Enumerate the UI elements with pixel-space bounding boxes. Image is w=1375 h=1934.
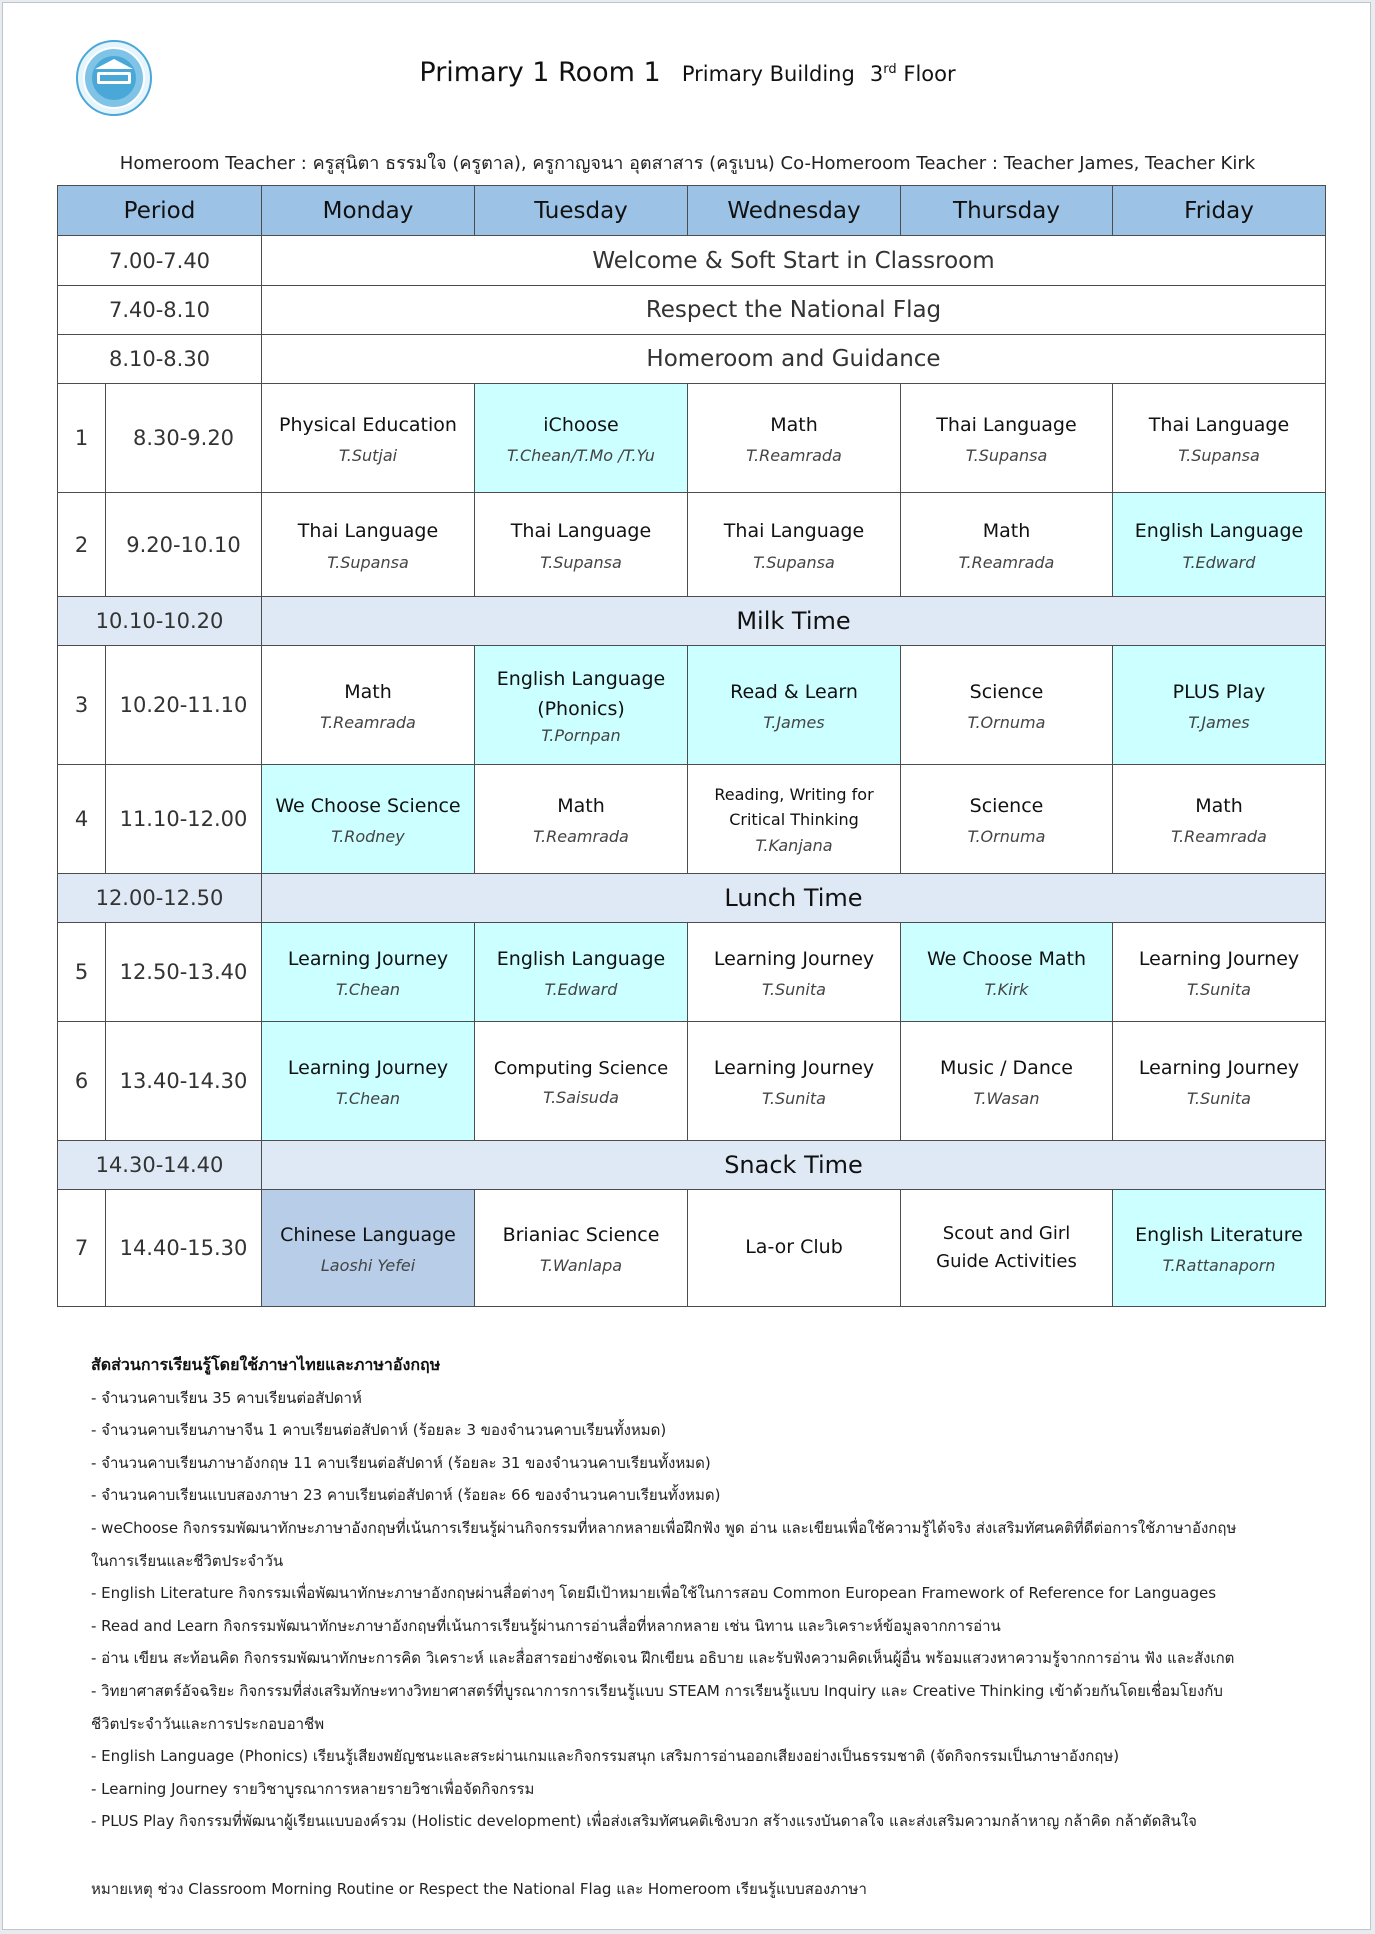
time-cell: 11.10-12.00 [106,765,262,874]
class-cell [901,646,1113,765]
subject: Learning Journey [713,947,875,970]
note-line: - อ่าน เขียน สะท้อนคิด กิจกรรมพัฒนาทักษะการคิด วิเคราะห์ และสื่อสารอย่างชัดเจน ฝึกเขียน อธิบาย และรับฟังความคิดเห็นผู้อื่น พร้อมแสวงหาความรู้จากการอ่าน ฟัง และสังเกต [91,1649,1235,1668]
period-row [58,1190,1326,1307]
subject: Math [344,680,392,703]
teacher: Laoshi Yefei [320,1256,416,1276]
teacher: T.Chean/T.Mo /T.Yu [507,446,655,466]
class-cell [475,765,688,874]
teacher: T.Kanjana [755,836,833,856]
class-cell [1113,1190,1326,1307]
class-cell [1113,646,1326,765]
break-label: Snack Time [262,1141,1326,1190]
class-cell [475,923,688,1022]
period-header: Period [58,186,262,236]
teacher: T.Supansa [965,446,1048,466]
time-cell: 10.10-10.20 [58,597,262,646]
class-cell [475,1022,688,1141]
homeroom-teachers: Homeroom Teacher : ครูสุนิตา ธรรมใจ (ครูตาล), ครูกาญจนา อุตสาสาร (ครูเบน) Co-Homeroom Teacher : Teacher James, Teacher Kirk [119,153,1256,174]
class-cell [262,384,475,493]
teacher: T.Pornpan [541,725,621,745]
period-row [58,646,1326,765]
subject-line-2: Guide Activities [936,1251,1077,1272]
subject: Reading, Writing for [714,784,874,804]
subject-line-2: Critical Thinking [729,809,859,829]
teacher: T.Rattanaporn [1162,1256,1276,1276]
day-header-tuesday: Tuesday [475,186,688,236]
subject: Math [557,794,605,817]
time-cell: 12.00-12.50 [58,874,262,923]
teacher: T.James [1188,713,1250,733]
floor-ordinal: rd [883,62,897,77]
teacher: T.Reamrada [958,552,1055,572]
subject: Scout and Girl [942,1223,1071,1245]
break-label: Milk Time [262,597,1326,646]
period-row [58,1022,1326,1141]
class-cell [901,1022,1113,1141]
subject: Read & Learn [730,680,858,703]
subject: Math [1195,794,1243,817]
subject: iChoose [543,413,619,436]
teacher: T.Reamrada [320,713,416,733]
class-cell [688,1022,901,1141]
teacher: T.Chean [335,1089,401,1109]
teacher: T.Sunita [762,1089,826,1109]
time-cell: 9.20-10.10 [106,493,262,597]
header-row [58,186,1326,236]
remark-note: หมายเหตุ ช่วง Classroom Morning Routine or Respect the National Flag และ Homeroom เรียนรู้แบบสองภาษา [91,1880,867,1898]
break-label: Lunch Time [262,874,1326,923]
class-cell [1113,765,1326,874]
subject: Thai Language [936,413,1077,436]
time-cell: 14.40-15.30 [106,1190,262,1307]
class-cell [262,1190,475,1307]
class-cell [688,765,901,874]
subject: Learning Journey [1138,947,1300,970]
time-cell: 12.50-13.40 [106,923,262,1022]
subject: Learning Journey [713,1056,875,1079]
timetable-page [2,2,1371,1930]
class-cell [475,384,688,493]
class-cell [475,646,688,765]
note-line: - จำนวนคาบเรียนภาษาอังกฤษ 11 คาบเรียนต่อสัปดาห์ (ร้อยละ 31 ของจำนวนคาบเรียนทั้งหมด) [91,1453,711,1472]
subject: PLUS Play [1172,680,1266,703]
teacher: T.James [763,713,825,733]
class-cell [475,1190,688,1307]
period-number: 6 [58,1022,106,1141]
break-row [58,874,1326,923]
note-line: ชีวิตประจำวันและการประกอบอาชีพ [91,1714,325,1733]
period-number: 2 [58,493,106,597]
class-cell [1113,493,1326,597]
note-line: - English Literature กิจกรรมเพื่อพัฒนาทักษะภาษาอังกฤษผ่านสื่อต่างๆ โดยมีเป้าหมายเพื่อใช้ในการสอบ Common European Framework of Reference for Languages [91,1584,1217,1603]
class-cell [901,923,1113,1022]
class-cell [262,493,475,597]
subject: English Language [496,947,666,970]
teacher: T.Wasan [973,1089,1040,1109]
timetable [57,185,1326,1307]
period-row [58,765,1326,874]
class-cell [901,765,1113,874]
note-line: - จำนวนคาบเรียน 35 คาบเรียนต่อสัปดาห์ [91,1388,362,1407]
time-cell: 10.20-11.10 [106,646,262,765]
subject: Thai Language [723,520,865,543]
class-cell [262,646,475,765]
teacher: T.Reamrada [746,446,842,466]
floor-number: 3 [869,62,884,86]
subject: We Choose Science [275,794,461,817]
teacher: T.Sunita [1187,1089,1251,1109]
period-row [58,493,1326,597]
subject: English Language [496,668,666,691]
period-number: 1 [58,384,106,493]
subject: Brianiac Science [502,1223,660,1246]
subject: Thai Language [510,520,652,543]
period-row [58,923,1326,1022]
day-header-wednesday: Wednesday [688,186,901,236]
teacher: T.Supansa [327,552,409,572]
subject: Music / Dance [940,1056,1073,1079]
period-number: 3 [58,646,106,765]
teacher: T.Ornuma [967,827,1046,847]
subject: Math [982,520,1031,543]
note-line: - วิทยาศาสตร์อัจฉริยะ กิจกรรมที่ส่งเสริมทักษะทางวิทยาศาสตร์ที่บูรณาการการเรียนรู้แบบ STEAM การเรียนรู้แบบ Inquiry และ Creative Thinking เข้าด้วยกันโดยเชื่อมโยงกับ [91,1681,1223,1700]
class-cell [262,765,475,874]
subject: Science [969,794,1044,817]
break-row [58,1141,1326,1190]
subject: Learning Journey [287,1056,449,1079]
day-header-friday: Friday [1113,186,1326,236]
teacher: T.Kirk [984,980,1029,1000]
subject: Chinese Language [280,1223,456,1246]
period-number: 5 [58,923,106,1022]
learning-proportion-notes [91,1349,1291,1838]
teacher: T.Rodney [331,827,405,847]
class-cell [901,493,1113,597]
teacher: T.Sunita [1187,980,1251,1000]
time-cell: 14.30-14.40 [58,1141,262,1190]
note-line: - จำนวนคาบเรียนแบบสองภาษา 23 คาบเรียนต่อสัปดาห์ (ร้อยละ 66 ของจำนวนคาบเรียนทั้งหมด) [91,1486,721,1505]
class-cell [688,1190,901,1307]
activity-cell: Homeroom and Guidance [262,335,1326,384]
morning-row [58,286,1326,335]
note-line: - weChoose กิจกรรมพัฒนาทักษะภาษาอังกฤษที่เน้นการเรียนรู้ผ่านกิจกรรมที่หลากหลายเพื่อฝึกฟัง พูด อ่าน และเขียนเพื่อใช้ความรู้ได้จริง ส่งเสริมทัศนคติที่ดีต่อการใช้ภาษาอังกฤษ [91,1518,1237,1537]
note-line: - Read and Learn กิจกรรมพัฒนาทักษะภาษาอังกฤษที่เน้นการเรียนรู้ผ่านการอ่านสื่อที่หลากหลาย เช่น นิทาน และวิเคราะห์ข้อมูลจากการอ่าน [91,1616,1001,1635]
activity-cell: Respect the National Flag [262,286,1326,335]
building-label: Primary Building [681,62,855,86]
class-cell [1113,384,1326,493]
floor-label [870,62,956,86]
class-cell [1113,1022,1326,1141]
morning-row [58,335,1326,384]
class-cell [475,493,688,597]
morning-row [58,236,1326,286]
day-header-monday: Monday [262,186,475,236]
time-cell: 8.10-8.30 [58,335,262,384]
subject: Thai Language [297,520,439,543]
subject: Thai Language [1148,413,1290,436]
period-row [58,384,1326,493]
class-cell [688,384,901,493]
teacher: T.Reamrada [1171,827,1267,847]
teacher: T.Sutjai [338,446,398,466]
subject: La-or Club [745,1236,843,1259]
teacher: T.Supansa [753,552,835,572]
teacher: T.Supansa [540,552,622,572]
note-line: - PLUS Play กิจกรรมที่พัฒนาผู้เรียนแบบองค์รวม (Holistic development) เพื่อส่งเสริมทัศนคติเชิงบวก สร้างแรงบันดาลใจ และส่งเสริมความกล้าหาญ กล้าคิด กล้าตัดสินใจ [91,1812,1197,1831]
teacher: T.Supansa [1178,446,1260,466]
break-row [58,597,1326,646]
class-cell [262,923,475,1022]
note-line: - จำนวนคาบเรียนภาษาจีน 1 คาบเรียนต่อสัปดาห์ (ร้อยละ 3 ของจำนวนคาบเรียนทั้งหมด) [91,1421,667,1440]
teacher: T.Sunita [762,980,826,1000]
teacher: T.Saisuda [543,1088,619,1108]
day-header-thursday: Thursday [901,186,1113,236]
class-cell [688,493,901,597]
page-title [3,57,1371,88]
class-cell [688,923,901,1022]
note-line: - Learning Journey รายวิชาบูรณาการหลายรายวิชาเพื่อจัดกิจกรรม [91,1779,535,1798]
class-cell [901,384,1113,493]
subject: Math [770,413,818,436]
teacher: T.Wanlapa [539,1256,623,1276]
floor-word: Floor [903,62,956,86]
note-line: ในการเรียนและชีวิตประจำวัน [91,1551,284,1570]
time-cell: 8.30-9.20 [106,384,262,493]
subject: Science [969,680,1044,703]
time-cell: 7.40-8.10 [58,286,262,335]
class-cell [901,1190,1113,1307]
note-line: - English Language (Phonics) เรียนรู้เสียงพยัญชนะและสระผ่านเกมและกิจกรรมสนุก เสริมการอ่านออกเสียงอย่างเป็นธรรมชาติ (จัดกิจกรรมเป็นภาษาอังกฤษ) [91,1747,1120,1766]
subject: Computing Science [493,1057,669,1079]
notes-heading: สัดส่วนการเรียนรู้โดยใช้ภาษาไทยและภาษาอังกฤษ [91,1355,441,1374]
period-number: 4 [58,765,106,874]
class-cell [1113,923,1326,1022]
teacher: T.Edward [1182,552,1256,572]
time-cell: 7.00-7.40 [58,236,262,286]
teacher: T.Edward [544,980,618,1000]
subject: Learning Journey [1138,1056,1300,1079]
time-cell: 13.40-14.30 [106,1022,262,1141]
subject: Learning Journey [287,947,449,970]
class-title: Primary 1 Room 1 [419,57,661,88]
class-cell [688,646,901,765]
period-number: 7 [58,1190,106,1307]
subject: English Literature [1135,1223,1303,1246]
teacher: T.Chean [335,980,401,1000]
class-cell [262,1022,475,1141]
subject: English Language [1134,520,1304,543]
subject: Physical Education [279,413,457,436]
teacher: T.Reamrada [533,827,629,847]
subject-line-2: (Phonics) [537,697,625,720]
activity-cell: Welcome & Soft Start in Classroom [262,236,1326,286]
subject: We Choose Math [926,947,1087,970]
teacher: T.Ornuma [967,713,1046,733]
